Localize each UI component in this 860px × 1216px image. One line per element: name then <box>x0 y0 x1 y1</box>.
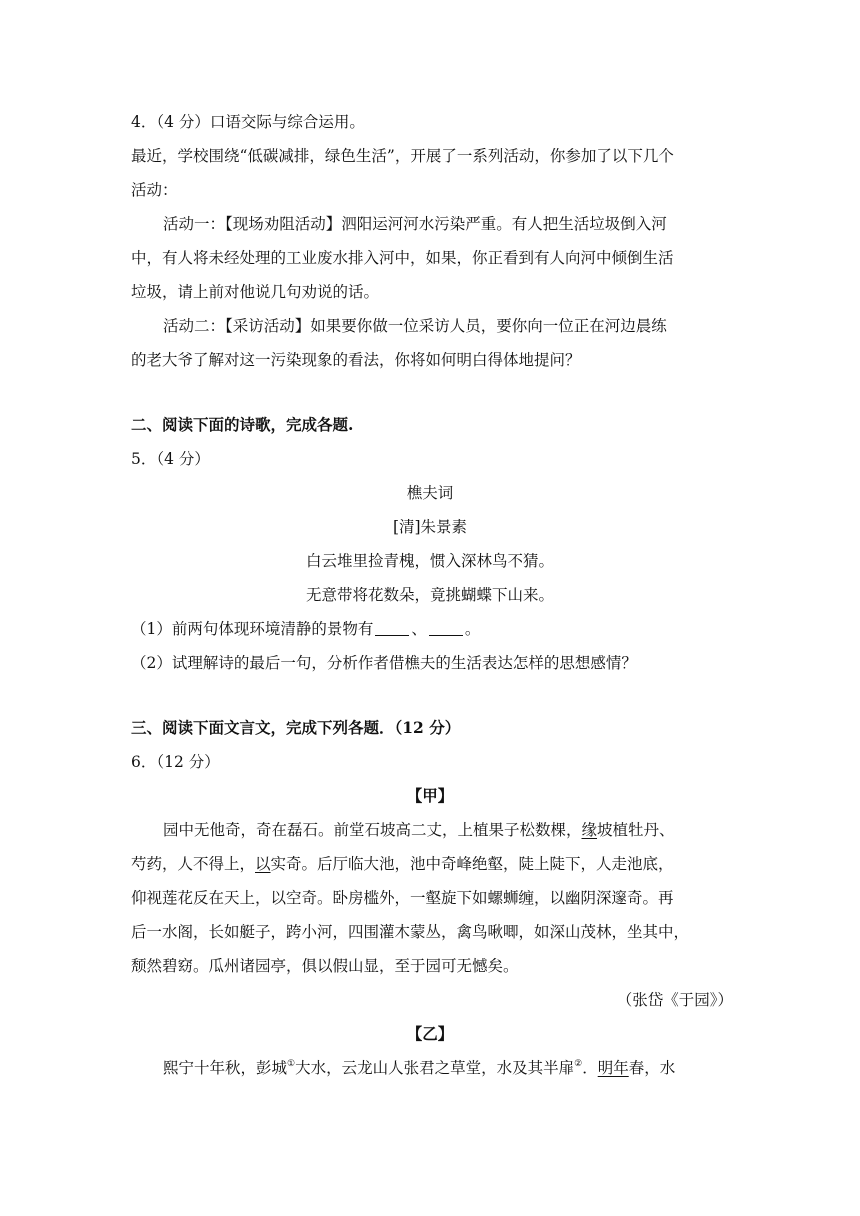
q4-activity1-line-2: 中，有人将未经处理的工业废水排入河中，如果，你正看到有人向河中倾倒生活 <box>131 249 674 267</box>
jia-line-2-text-b: 实奇。后厅临大池，池中奇峰绝壑，陡上陡下，人走池底， <box>270 855 674 873</box>
q4-activity2-line-2: 的老大爷了解对这一污染现象的看法，你将如何明白得体地提问？ <box>131 351 581 369</box>
poem-title: 樵夫词 <box>406 484 454 502</box>
jia-line-1-text-a: 园中无他奇，奇在磊石。前堂石坡高二丈，上植果子松数棵， <box>163 821 582 839</box>
poem-line-2: 无意带将花数朵，竟挑蝴蝶下山来。 <box>305 586 554 604</box>
passage-yi-title: 【乙】 <box>406 1024 454 1043</box>
q6-header: 6．（12 分） <box>131 753 220 771</box>
passage-jia-title: 【甲】 <box>406 786 454 805</box>
jia-line-3: 仰视莲花反在天上，以空奇。卧房槛外，一壑旋下如螺蛳缠，以幽阴深邃奇。再 <box>131 889 674 907</box>
poem-author: [清]朱景素 <box>392 518 468 536</box>
yi-line-1-text-d: 春，水 <box>628 1059 676 1077</box>
section3-heading: 三、阅读下面文言文，完成下列各题．（12 分） <box>131 718 461 737</box>
q4-intro-line-1: 最近，学校围绕“低碳减排，绿色生活”，开展了一系列活动，你参加了以下几个 <box>131 147 674 165</box>
q5-sub1-text: （1）前两句体现环境清静的景物有 <box>131 620 374 638</box>
yi-line-1-text-b: 大水，云龙山人张君之草堂，水及其半扉 <box>295 1059 575 1077</box>
jia-line-1 <box>163 819 675 841</box>
jia-source: （张岱《于园》） <box>616 991 733 1009</box>
answer-blank-1[interactable] <box>375 619 409 636</box>
section2-heading: 二、阅读下面的诗歌，完成各题. <box>131 415 354 434</box>
footnote-marker-1: ① <box>287 1059 296 1069</box>
poem-line-1: 白云堆里捡青槐，惯入深林鸟不猜。 <box>305 552 554 570</box>
yi-underlined-word-mingnian: 明年 <box>597 1059 629 1077</box>
q5-sub1-end: 。 <box>464 620 481 638</box>
jia-underlined-word-yi: 以 <box>255 855 271 873</box>
q5-header: 5．（4 分） <box>131 450 210 468</box>
footnote-marker-2: ② <box>574 1059 583 1069</box>
q4-activity1-line-3: 垃圾，请上前对他说几句劝说的话。 <box>131 283 380 301</box>
q4-activity1-line-1: 活动一：【现场劝阻活动】泗阳运河河水污染严重。有人把生活垃圾倒入河 <box>163 215 667 233</box>
jia-line-2 <box>131 853 674 875</box>
q5-sub1-separator: 、 <box>411 620 427 638</box>
q4-header: 4．（4 分）口语交际与综合运用。 <box>131 113 365 131</box>
q5-subquestion-1 <box>131 618 480 640</box>
q4-intro-line-2: 活动： <box>131 181 178 199</box>
jia-line-5: 颓然碧窈。瓜州诸园亭，俱以假山显，至于园可无憾矣。 <box>131 957 519 975</box>
q4-activity2-line-1: 活动二：【采访活动】如果要你做一位采访人员，要你向一位正在河边晨练 <box>163 317 667 335</box>
yi-line-1-text-a: 熙宁十年秋，彭城 <box>163 1059 288 1077</box>
answer-blank-2[interactable] <box>429 619 463 636</box>
jia-line-2-text-a: 芍药，人不得上， <box>131 855 256 873</box>
jia-line-4: 后一水阁，长如艇子，跨小河，四围灌木蒙丛，禽鸟啾唧，如深山茂林，坐其中， <box>131 923 690 941</box>
yi-line-1 <box>163 1057 675 1079</box>
yi-line-1-text-c: ． <box>582 1059 598 1077</box>
q5-subquestion-2: （2）试理解诗的最后一句，分析作者借樵夫的生活表达怎样的思想感情？ <box>131 654 637 672</box>
jia-line-1-text-b: 坡植牡丹、 <box>597 821 675 839</box>
jia-underlined-word-yuan: 缘 <box>581 821 598 839</box>
